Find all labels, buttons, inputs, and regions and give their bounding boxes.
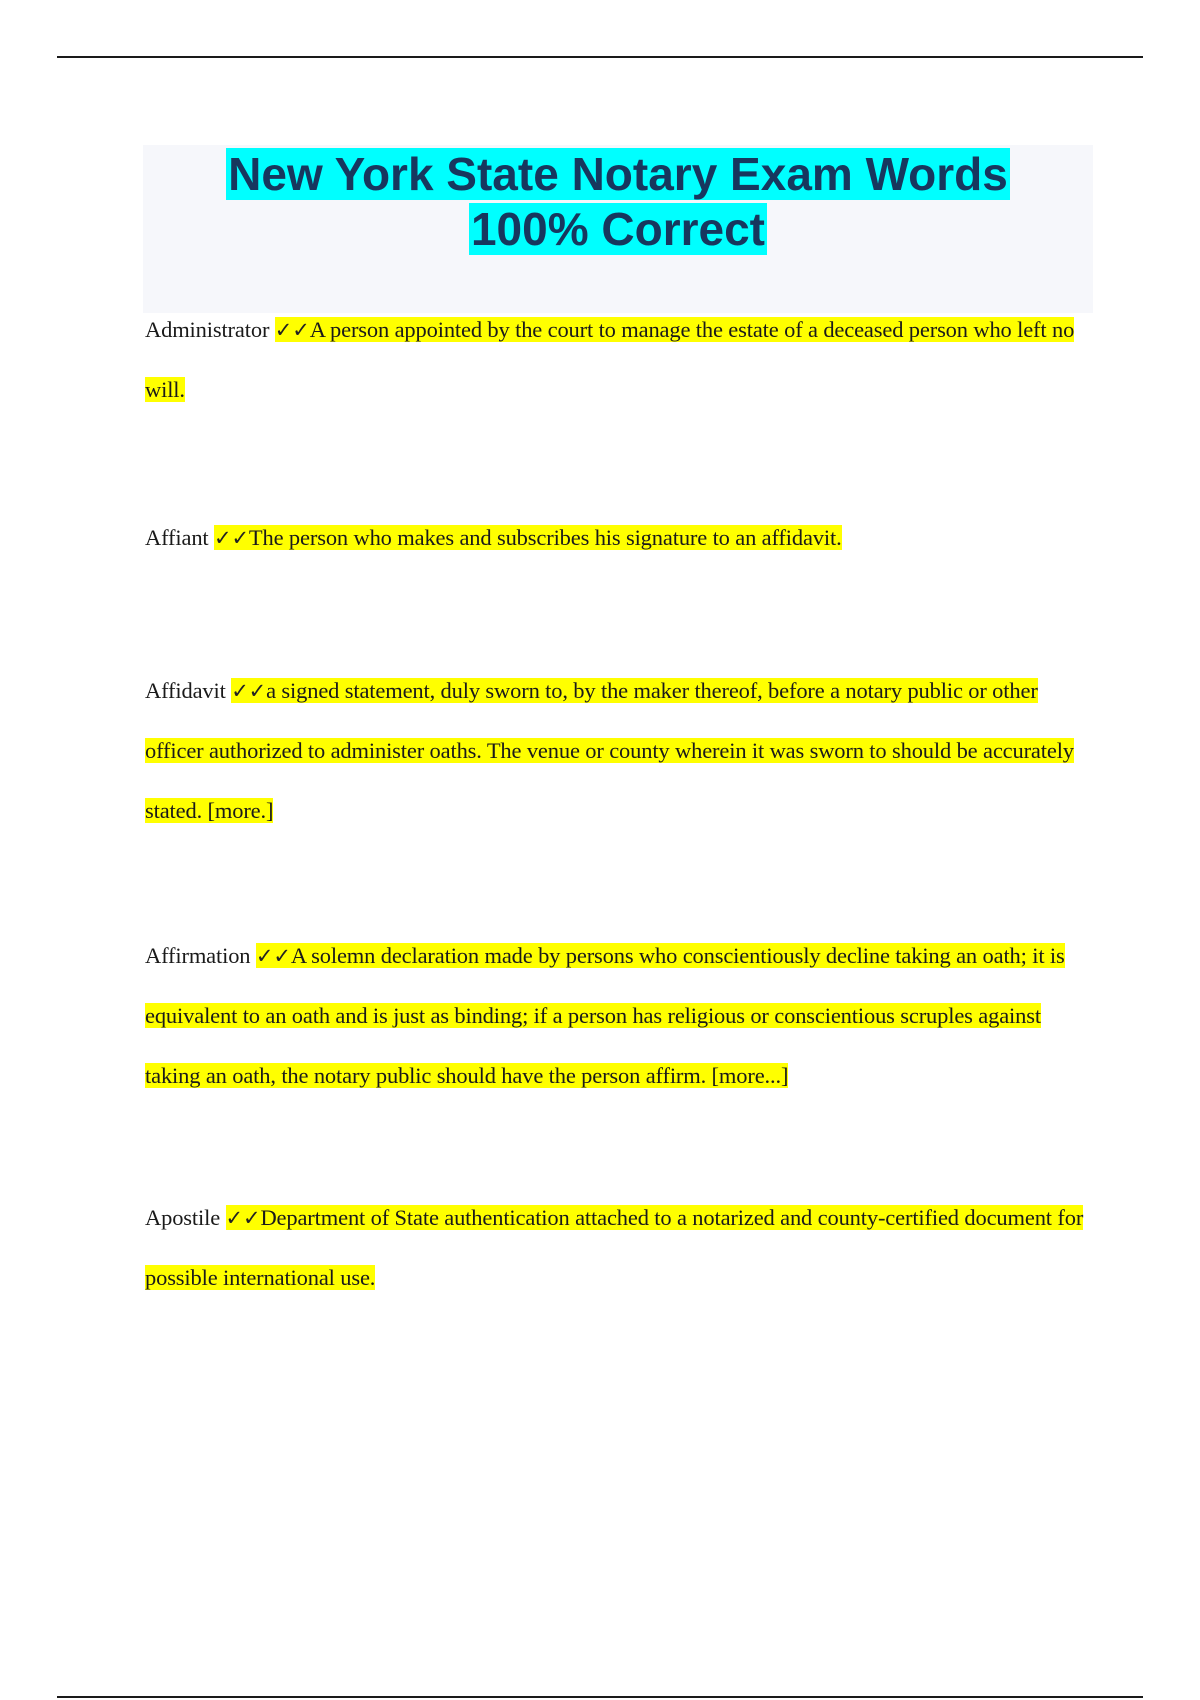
double-check-icon: ✓✓	[225, 1206, 261, 1230]
entry-definition-highlight	[145, 678, 1074, 823]
glossary-entry-affirmation	[145, 926, 1090, 1106]
title-banner	[143, 145, 1093, 313]
title-line-1: New York State Notary Exam Words	[228, 148, 1008, 200]
entry-definition: A person appointed by the court to manage the estate of a deceased person who left no will.	[145, 317, 1075, 402]
entry-definition-highlight	[145, 1205, 1083, 1290]
entry-definition: A solemn declaration made by persons who conscientiously decline taking an oath; it is equivalent to an oath and is just as binding; if a person has religious or conscientious scruples against taking an oath, the notary public should have the person affirm. [more...]	[145, 943, 1065, 1088]
entry-term: Apostile	[145, 1205, 221, 1230]
double-check-icon: ✓✓	[214, 526, 249, 550]
entry-term: Affirmation	[145, 943, 251, 968]
entry-definition: Department of State authentication attached to a notarized and county-certified document for possible international use.	[145, 1205, 1084, 1290]
glossary-entry-affidavit	[145, 661, 1090, 841]
glossary-entry-administrator	[145, 300, 1090, 420]
double-check-icon: ✓✓	[274, 318, 310, 342]
entry-term: Administrator	[145, 317, 270, 342]
glossary-entry-affiant	[145, 508, 1090, 568]
double-check-icon: ✓✓	[231, 679, 267, 703]
entry-definition: a signed statement, duly sworn to, by the maker thereof, before a notary public or other officer authorized to administer oaths. The venue or county wherein it was sworn to should be accurately stated. [more.]	[145, 678, 1074, 823]
document-title	[143, 145, 1093, 257]
header-rule	[57, 56, 1143, 58]
entry-definition-highlight	[145, 317, 1074, 402]
entry-term: Affidavit	[145, 678, 226, 703]
entry-definition-highlight	[214, 525, 842, 550]
double-check-icon: ✓✓	[255, 944, 291, 968]
entry-definition-highlight	[145, 943, 1065, 1088]
glossary-entry-apostile	[145, 1188, 1090, 1308]
entry-definition: The person who makes and subscribes his signature to an affidavit.	[248, 525, 842, 550]
footer-rule	[57, 1696, 1143, 1698]
entry-term: Affiant	[145, 525, 209, 550]
title-line-2: 100% Correct	[470, 203, 766, 255]
